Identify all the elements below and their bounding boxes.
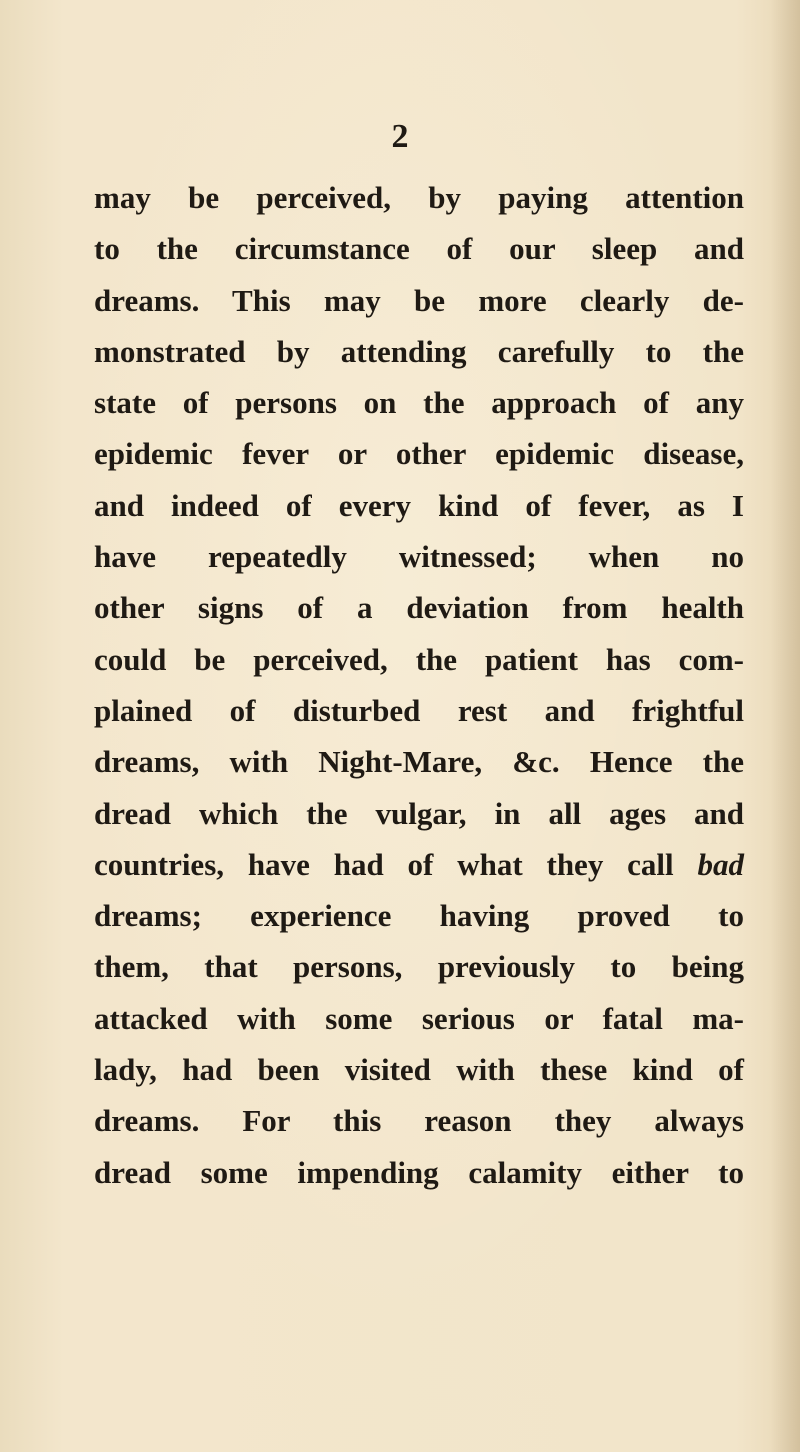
page-number: 2 [391, 118, 409, 155]
text-line: them, that persons, previously to being [94, 949, 744, 985]
text-line: dread some impending calamity either to [94, 1154, 744, 1190]
text-line: could be perceived, the patient has com- [94, 641, 744, 677]
page-edge-shadow [770, 0, 800, 1452]
text-line: dreams. For this reason they always [94, 1103, 744, 1139]
text-line-lead: countries, have had of what they call [94, 846, 674, 882]
text-line: epidemic fever or other epidemic disease, [94, 436, 744, 472]
text-line: have repeatedly witnessed; when no [94, 539, 744, 575]
text-line: other signs of a deviation from health [94, 590, 744, 626]
text-line: plained of disturbed rest and frightful [94, 692, 744, 728]
text-line: dreams; experience having proved to [94, 898, 744, 934]
text-line: monstrated by attending carefully to the [94, 333, 744, 369]
text-line: attacked with some serious or fatal ma- [94, 1000, 744, 1036]
text-line: lady, had been visited with these kind of [94, 1052, 744, 1088]
text-line: dreams, with Night-Mare, &c. Hence the [94, 744, 744, 780]
text-line: dread which the vulgar, in all ages and [94, 795, 744, 831]
text-line: dreams. This may be more clearly de- [94, 282, 744, 318]
text-line-with-italic [94, 839, 744, 890]
text-line: may be perceived, by paying attention [94, 180, 744, 215]
body-text [94, 172, 744, 1198]
italic-word: bad [697, 846, 745, 882]
text-line: to the circumstance of our sleep and [94, 231, 744, 267]
text-line: and indeed of every kind of fever, as I [94, 487, 744, 523]
text-line: state of persons on the approach of any [94, 385, 744, 421]
